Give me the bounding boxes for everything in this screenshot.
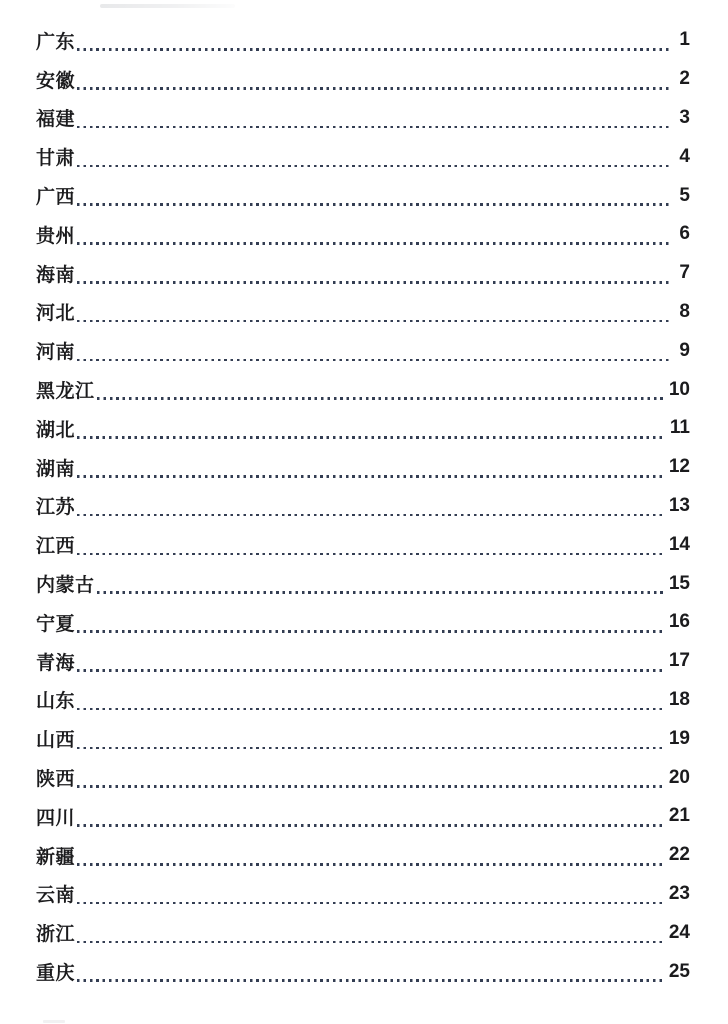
toc-entry-label: 湖南	[36, 458, 76, 480]
toc-entry[interactable]	[36, 448, 690, 487]
toc-entry-page-number: 4	[679, 145, 690, 167]
dotted-leader	[77, 902, 665, 905]
toc-entry-label: 贵州	[36, 225, 76, 247]
dotted-leader	[77, 281, 672, 284]
toc-entry[interactable]	[36, 525, 690, 564]
toc-entry-label: 云南	[36, 885, 76, 907]
toc-entry[interactable]	[36, 797, 690, 836]
toc-entry-page-number: 14	[668, 533, 690, 555]
dotted-leader	[77, 941, 665, 944]
toc-entry[interactable]	[36, 293, 690, 332]
toc-entry[interactable]	[36, 952, 690, 991]
dotted-leader	[77, 514, 665, 517]
toc-entry[interactable]	[36, 176, 690, 215]
toc-entry-page-number: 6	[679, 223, 690, 245]
toc-entry-page-number: 1	[679, 29, 690, 51]
toc-entry-page-number: 21	[668, 805, 690, 827]
dotted-leader	[77, 126, 672, 129]
toc-entry[interactable]	[36, 254, 690, 293]
toc-entry-label: 陕西	[36, 769, 76, 791]
dotted-leader	[77, 165, 672, 168]
toc-entry-label: 河南	[36, 342, 76, 364]
next-line-cutoff-fragment	[43, 1020, 65, 1023]
toc-entry[interactable]	[36, 564, 690, 603]
dotted-leader	[77, 747, 665, 750]
toc-entry-page-number: 16	[668, 611, 690, 633]
toc-entry-label: 山东	[36, 691, 76, 713]
toc-entry-label: 广东	[36, 31, 76, 53]
toc-entry-label: 广西	[36, 187, 76, 209]
toc-entry-label: 四川	[36, 807, 76, 829]
toc-entry-page-number: 10	[668, 378, 690, 400]
toc-entry[interactable]	[36, 875, 690, 914]
dotted-leader	[97, 397, 665, 400]
dotted-leader	[77, 475, 665, 478]
toc-entry[interactable]	[36, 836, 690, 875]
toc-entry-page-number: 5	[679, 184, 690, 206]
toc-entry[interactable]	[36, 60, 690, 99]
toc-entry-label: 湖北	[36, 419, 76, 441]
toc-entry-page-number: 25	[668, 960, 690, 982]
toc-entry-page-number: 7	[679, 262, 690, 284]
toc-entry-page-number: 19	[668, 727, 690, 749]
dotted-leader	[97, 591, 665, 594]
dotted-leader	[77, 242, 672, 245]
dotted-leader	[77, 203, 672, 206]
toc-entry-label: 重庆	[36, 963, 76, 985]
toc-entry-page-number: 24	[668, 921, 690, 943]
toc-entry[interactable]	[36, 21, 690, 60]
toc-entry[interactable]	[36, 409, 690, 448]
table-of-contents	[0, 21, 728, 991]
toc-entry-page-number: 11	[669, 417, 690, 439]
dotted-leader	[77, 708, 665, 711]
toc-entry[interactable]	[36, 719, 690, 758]
toc-entry-page-number: 23	[668, 882, 690, 904]
dotted-leader	[77, 359, 672, 362]
toc-entry-label: 江西	[36, 536, 76, 558]
toc-entry-page-number: 8	[679, 300, 690, 322]
toc-entry-label: 内蒙古	[36, 575, 95, 597]
toc-entry[interactable]	[36, 215, 690, 254]
toc-entry-label: 浙江	[36, 924, 76, 946]
dotted-leader	[77, 979, 665, 982]
toc-entry[interactable]	[36, 99, 690, 138]
toc-entry-label: 新疆	[36, 846, 76, 868]
dotted-leader	[77, 785, 665, 788]
toc-entry-page-number: 12	[668, 456, 690, 478]
dotted-leader	[77, 630, 665, 633]
toc-entry[interactable]	[36, 642, 690, 681]
dotted-leader	[77, 553, 665, 556]
toc-entry-label: 青海	[36, 652, 76, 674]
toc-entry[interactable]	[36, 137, 690, 176]
toc-entry-page-number: 15	[668, 572, 690, 594]
toc-entry[interactable]	[36, 487, 690, 526]
toc-entry-page-number: 13	[668, 494, 690, 516]
toc-entry-page-number: 20	[668, 766, 690, 788]
toc-entry[interactable]	[36, 603, 690, 642]
dotted-leader	[77, 87, 672, 90]
toc-entry[interactable]	[36, 913, 690, 952]
toc-entry[interactable]	[36, 681, 690, 720]
toc-entry-label: 甘肃	[36, 148, 76, 170]
toc-entry-page-number: 2	[679, 68, 690, 90]
toc-entry-label: 江苏	[36, 497, 76, 519]
toc-entry[interactable]	[36, 758, 690, 797]
toc-entry-label: 福建	[36, 109, 76, 131]
dotted-leader	[77, 320, 672, 323]
toc-entry-label: 海南	[36, 264, 76, 286]
toc-entry-label: 河北	[36, 303, 76, 325]
toc-entry-page-number: 3	[679, 106, 690, 128]
dotted-leader	[77, 669, 665, 672]
toc-entry-label: 宁夏	[36, 613, 76, 635]
dotted-leader	[77, 48, 672, 51]
toc-entry-label: 黑龙江	[36, 381, 95, 403]
toc-entry-label: 安徽	[36, 70, 76, 92]
toc-entry[interactable]	[36, 370, 690, 409]
toc-entry-page-number: 22	[668, 844, 690, 866]
toc-entry-label: 山西	[36, 730, 76, 752]
scrolled-off-element-fragment	[100, 4, 235, 8]
toc-entry-page-number: 18	[668, 688, 690, 710]
dotted-leader	[77, 863, 665, 866]
toc-entry[interactable]	[36, 331, 690, 370]
dotted-leader	[77, 824, 665, 827]
toc-entry-page-number: 17	[668, 650, 690, 672]
dotted-leader	[77, 436, 666, 439]
toc-entry-page-number: 9	[679, 339, 690, 361]
